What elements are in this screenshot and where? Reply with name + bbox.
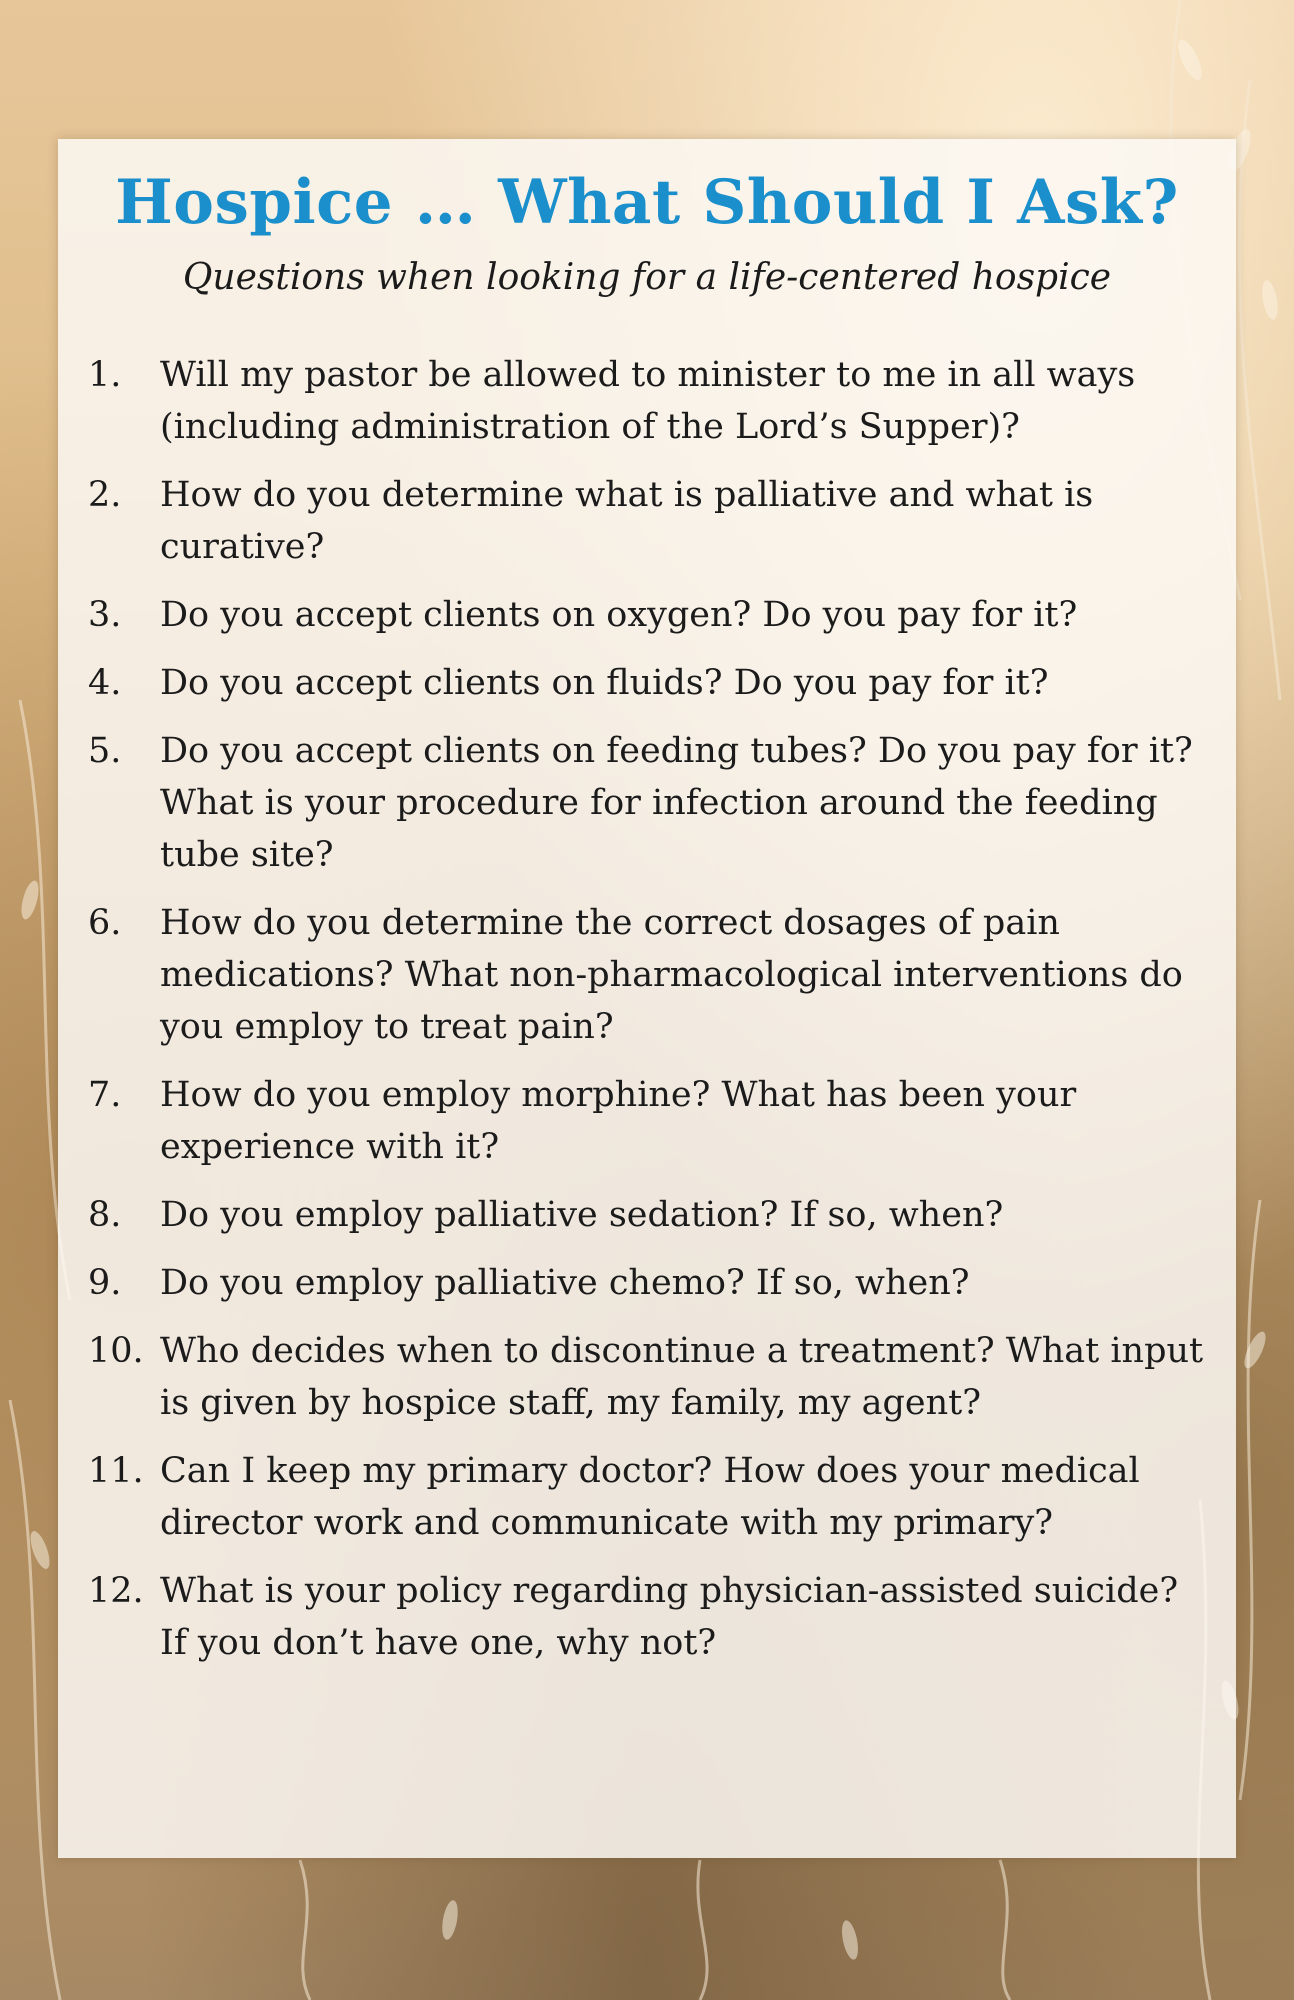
item-text: Do you employ palliative sedation? If so, when? [160, 1195, 1004, 1235]
item-text: How do you employ morphine? What has been your experience with it? [160, 1075, 1077, 1167]
item-text: Do you accept clients on feeding tubes? Do you pay for it? What is your procedure for infection around the feeding tube site? [160, 731, 1193, 875]
list-item [88, 1325, 1213, 1429]
item-text: Can I keep my primary doctor? How does your medical director work and communicate with my primary? [160, 1451, 1140, 1543]
item-text: How do you determine the correct dosages of pain medications? What non-pharmacological interventions do you employ to treat pain? [160, 903, 1183, 1047]
item-number: 3. [88, 595, 122, 635]
list-item [88, 1069, 1213, 1173]
list-item [88, 897, 1213, 1053]
list-item [88, 1445, 1213, 1549]
list-item [88, 1565, 1213, 1669]
item-number: 1. [88, 355, 122, 395]
item-text: How do you determine what is palliative and what is curative? [160, 475, 1094, 567]
item-text: What is your policy regarding physician-assisted suicide? If you don’t have one, why not? [160, 1571, 1179, 1663]
list-item [88, 725, 1213, 881]
page-title: Hospice … What Should I Ask? [115, 167, 1179, 238]
list-item [88, 1189, 1213, 1241]
item-text: Who decides when to discontinue a treatment? What input is given by hospice staff, my family, my agent? [160, 1331, 1204, 1423]
questions-card [58, 139, 1236, 1858]
item-number: 9. [88, 1263, 122, 1303]
item-number: 2. [88, 475, 122, 515]
list-item [88, 657, 1213, 709]
list-item [88, 349, 1213, 453]
list-item [88, 469, 1213, 573]
item-number: 6. [88, 903, 122, 943]
item-number: 10. [88, 1331, 144, 1371]
item-text: Do you employ palliative chemo? If so, when? [160, 1263, 970, 1303]
item-text: Do you accept clients on oxygen? Do you pay for it? [160, 595, 1078, 635]
question-list [88, 349, 1213, 1685]
item-text: Do you accept clients on fluids? Do you pay for it? [160, 663, 1049, 703]
item-text: Will my pastor be allowed to minister to me in all ways (including administration of the Lord’s Supper)? [160, 355, 1136, 447]
item-number: 11. [88, 1451, 144, 1491]
item-number: 8. [88, 1195, 122, 1235]
list-item [88, 589, 1213, 641]
item-number: 5. [88, 731, 122, 771]
item-number: 7. [88, 1075, 122, 1115]
list-item [88, 1257, 1213, 1309]
page-subtitle: Questions when looking for a life-centered hospice [182, 257, 1112, 298]
item-number: 12. [88, 1571, 144, 1611]
item-number: 4. [88, 663, 122, 703]
